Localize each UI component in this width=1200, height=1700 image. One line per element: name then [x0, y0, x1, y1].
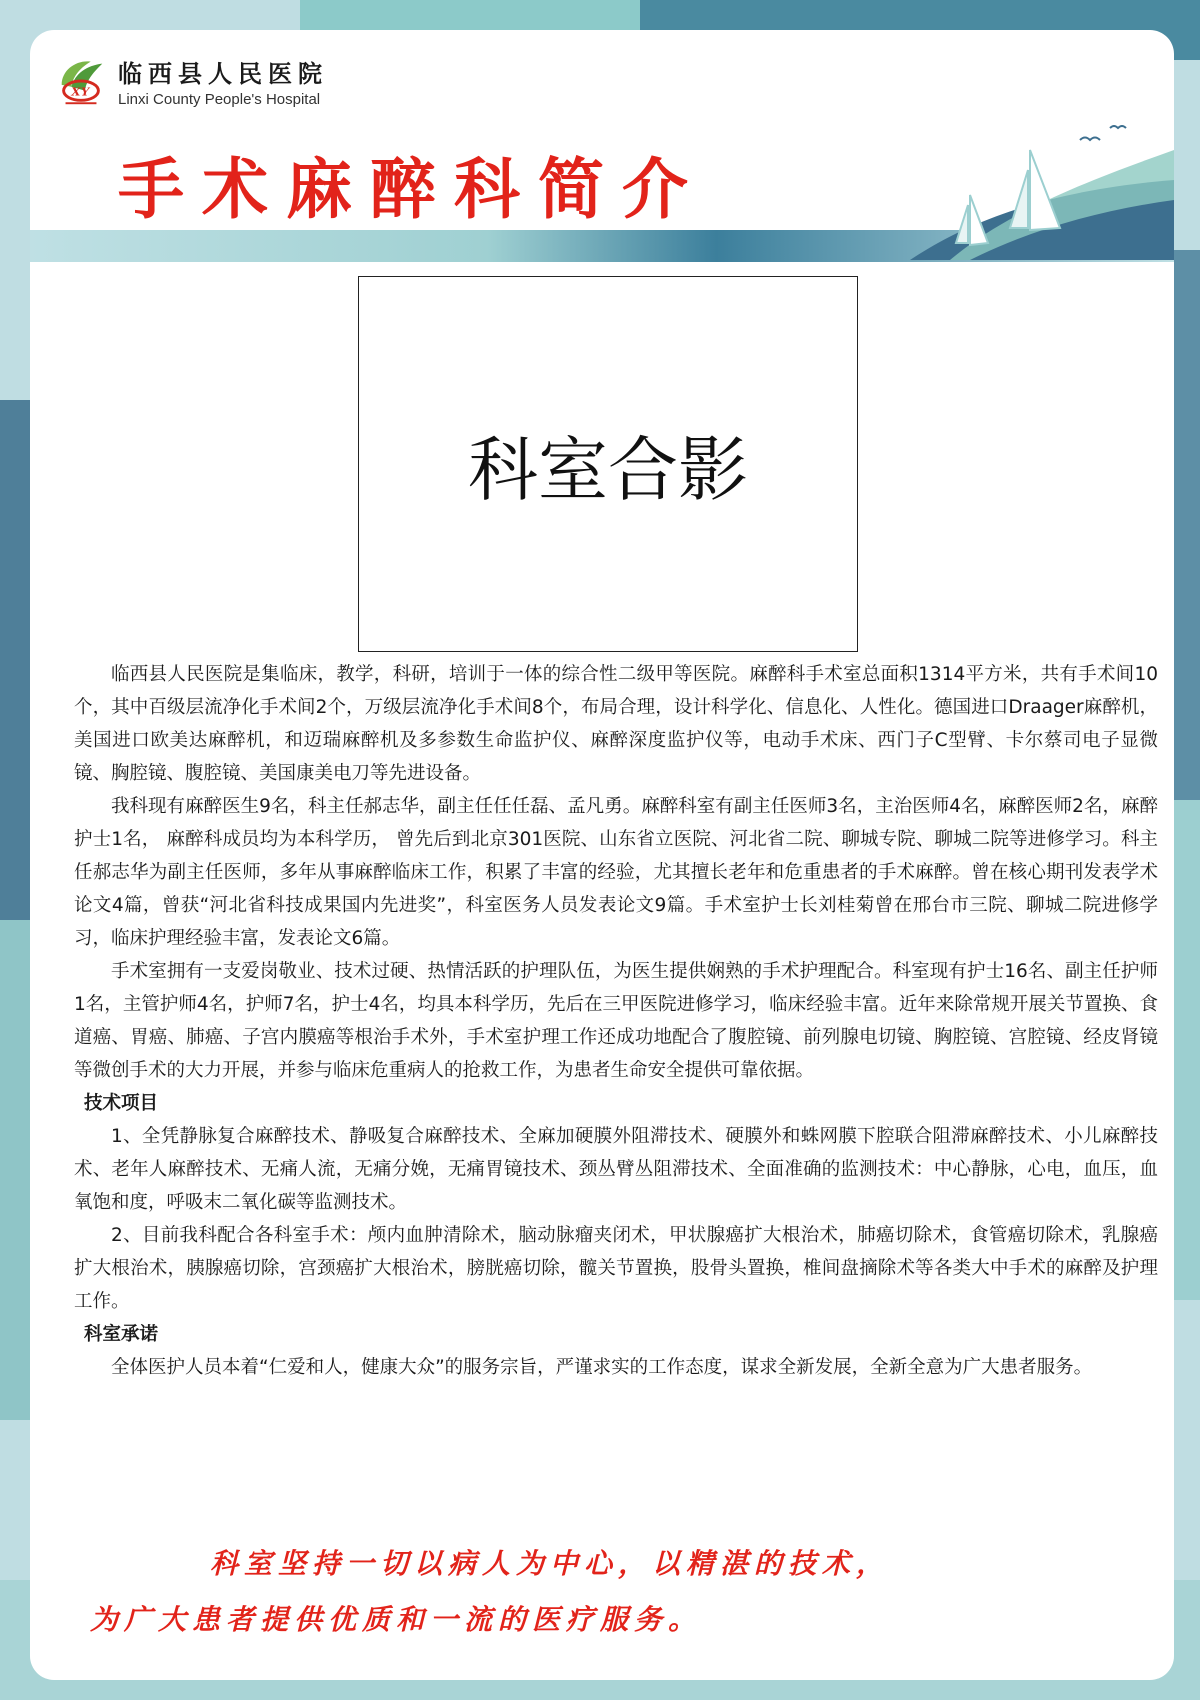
slogan-line-2: 为广大患者提供优质和一流的医疗服务。 [90, 1603, 703, 1636]
hospital-name-cn: 临西县人民医院 [118, 60, 328, 88]
group-photo-placeholder [358, 276, 858, 652]
poster-card [30, 30, 1174, 1680]
promise-heading: 科室承诺 [84, 1324, 159, 1345]
sailboat-icon [910, 110, 1174, 260]
tech-item: 1、全凭静脉复合麻醉技术、静吸复合麻醉技术、全麻加硬膜外阻滞技术、硬膜外和蛛网膜下腔联合阻滞麻醉技术、小儿麻醉技术、老年人麻醉技术、无痛人流，无痛分娩，无痛胃镜技术、颈丛臂丛阻滞技术、全面准确的监测技术：中心静脉，心电，血压，血氧饱和度，呼吸末二氧化碳等监测技术。 [74, 1126, 1158, 1213]
promise-text: 全体医护人员本着“仁爱和人，健康大众”的服务宗旨，严谨求实的工作态度，谋求全新发展，全新全意为广大患者服务。 [111, 1357, 1093, 1378]
intro-paragraph: 手术室拥有一支爱岗敬业、技术过硬、热情活跃的护理队伍，为医生提供娴熟的手术护理配合。科室现有护士16名、副主任护师1名，主管护师4名，护师7名，护士4名，均具本科学历，先后在三甲医院进修学习，临床经验丰富。近年来除常规开展关节置换、食道癌、胃癌、肺癌、子宫内膜癌等根治手术外，手术室护理工作还成功地配合了腹腔镜、前列腺电切镜、胸腔镜、宫腔镜、经皮肾镜等微创手术的大力开展，并参与临床危重病人的抢救工作，为患者生命安全提供可靠依据。 [74, 961, 1158, 1081]
photo-label: 科室合影 [468, 428, 748, 511]
slogan-line-1: 科室坚持一切以病人为中心，以精湛的技术， [210, 1547, 891, 1580]
hospital-logo-icon [52, 52, 110, 110]
hospital-name-en: Linxi County People's Hospital [118, 91, 321, 108]
tech-item: 2、目前我科配合各科室手术：颅内血肿清除术，脑动脉瘤夹闭术，甲状腺癌扩大根治术，肺癌切除术，食管癌切除术，乳腺癌扩大根治术，胰腺癌切除，宫颈癌扩大根治术，膀胱癌切除，髋关节置换，股骨头置换，椎间盘摘除术等各类大中手术的麻醉及护理工作。 [74, 1225, 1158, 1312]
tech-heading: 技术项目 [84, 1093, 159, 1114]
svg-text:Y: Y [81, 84, 90, 99]
svg-text:X: X [71, 84, 81, 99]
intro-paragraph: 我科现有麻醉医生9名，科主任郝志华，副主任任任磊、孟凡勇。麻醉科室有副主任医师3名，主治医师4名，麻醉医师2名，麻醉护士1名， 麻醉科成员均为本科学历， 曾先后到北京301医院、山东省立医院、河北省二院、聊城专院、聊城二院等进修学习。科主任郝志华为副主任医师，多年从事麻醉临床工作，积累了丰富的经验，尤其擅长老年和危重患者的手术麻醉。曾在核心期刊发表学术论文4篇，曾获“河北省科技成果国内先进奖”，科室医务人员发表论文9篇。手术室护士长刘桂菊曾在邢台市三院、聊城二院进修学习，临床护理经验丰富，发表论文6篇。 [74, 796, 1158, 949]
hospital-branding [52, 52, 328, 110]
intro-paragraph: 临西县人民医院是集临床，教学，科研，培训于一体的综合性二级甲等医院。麻醉科手术室总面积1314平方米，共有手术间10个，其中百级层流净化手术间2个，万级层流净化手术间8个，布局合理，设计科学化、信息化、人性化。德国进口Draager麻醉机，美国进口欧美达麻醉机，和迈瑞麻醉机及多参数生命监护仪、麻醉深度监护仪等，电动手术床、西门子C型臂、卡尔蔡司电子显微镜、胸腔镜、腹腔镜、美国康美电刀等先进设备。 [74, 664, 1158, 784]
page-title: 手术麻醉科简介 [118, 151, 706, 228]
introduction-text [74, 658, 1158, 1384]
